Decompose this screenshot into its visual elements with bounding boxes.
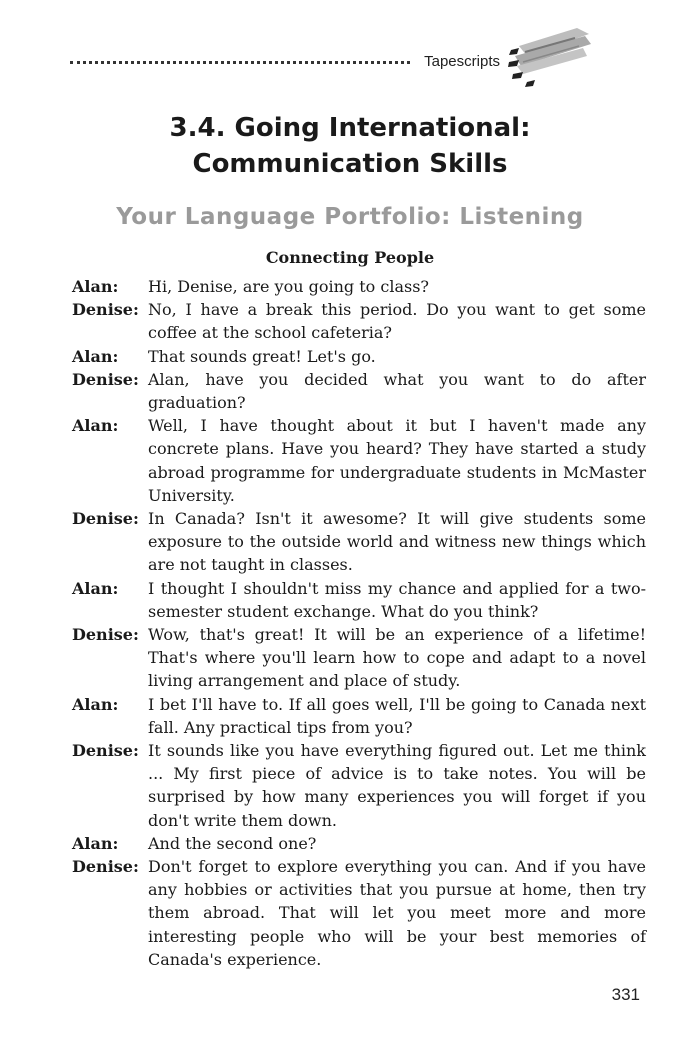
- page-number: 331: [611, 985, 640, 1004]
- running-header: [70, 44, 500, 70]
- dialogue-line: It sounds like you have everything figured out. Let me think ... My first piece of advice is to take notes. You will be surprised by how many experiences you will forget if you don't write them down.: [148, 741, 646, 830]
- dialogue-line: That sounds great! Let's go.: [148, 346, 376, 366]
- dialogue-turn: [72, 368, 646, 414]
- portfolio-heading: Your Language Portfolio: Listening: [116, 204, 584, 230]
- dialogue-turn: [72, 414, 646, 507]
- dialogue-line: In Canada? Isn't it awesome? It will give students some exposure to the outside world and witness new things which are not taught in classes.: [148, 509, 646, 575]
- dialogue-line: No, I have a break this period. Do you want to get some coffee at the school cafeteria?: [148, 300, 646, 343]
- speaker-name: Denise:: [72, 741, 139, 761]
- speaker-name: Alan:: [72, 346, 119, 366]
- section-title-line-2: Communication Skills: [192, 149, 508, 179]
- speaker-name: Denise:: [72, 300, 139, 320]
- dialogue-line: Don't forget to explore everything you can. And if you have any hobbies or activities that you pursue at home, then try them abroad. That will let you meet more and more interesting people who will be your best memories of Canada's experience.: [148, 857, 646, 969]
- dialogue-line: Hi, Denise, are you going to class?: [148, 277, 430, 296]
- dialogue-turn: [72, 623, 646, 693]
- dialogue-line: I bet I'll have to. If all goes well, I'll be going to Canada next fall. Any practical tips from you?: [148, 694, 646, 737]
- speaker-name: Alan:: [72, 694, 119, 714]
- speaker-name: Alan:: [72, 833, 119, 853]
- dialogue-turn: [72, 577, 646, 623]
- dialogue-turn: [72, 507, 646, 577]
- speaker-name: Alan:: [72, 277, 119, 296]
- dialogue-turn: [72, 275, 646, 298]
- dialogue-turn: [72, 855, 646, 971]
- dialogue-line: And the second one?: [148, 833, 317, 853]
- dialogue-line: Wow, that's great! It will be an experience of a lifetime! That's where you'll learn how to cope and adapt to a novel living arrangement and place of study.: [148, 625, 646, 691]
- dialogue-turn: [72, 345, 646, 368]
- speaker-name: Denise:: [72, 369, 139, 389]
- running-title: Tapescripts: [424, 53, 500, 70]
- section-title: [0, 110, 700, 182]
- dialogue-turn: [72, 739, 646, 832]
- speaker-name: Denise:: [72, 625, 139, 645]
- dialogue-line: Well, I have thought about it but I haven't made any concrete plans. Have you heard? They have started a study abroad programme for undergraduate students in McMaster University.: [148, 416, 646, 505]
- dialogue-turn: [72, 693, 646, 739]
- section-title-line-1: 3.4. Going International:: [169, 113, 531, 143]
- dialogue-turn: [72, 298, 646, 344]
- dialogue-title: Connecting People: [265, 248, 435, 267]
- dialogue-line: I thought I shouldn't miss my chance and applied for a two-semester student exchange. What do you think?: [148, 578, 646, 621]
- header-brush-decoration-icon: [505, 22, 595, 92]
- header-dotted-rule: [70, 61, 410, 64]
- speaker-name: Alan:: [72, 416, 119, 436]
- dialogue-turn: [72, 832, 646, 855]
- speaker-name: Alan:: [72, 578, 119, 598]
- speaker-name: Denise:: [72, 857, 139, 877]
- dialogue-transcript: [72, 275, 646, 971]
- speaker-name: Denise:: [72, 509, 139, 529]
- dialogue-line: Alan, have you decided what you want to do after graduation?: [148, 369, 646, 413]
